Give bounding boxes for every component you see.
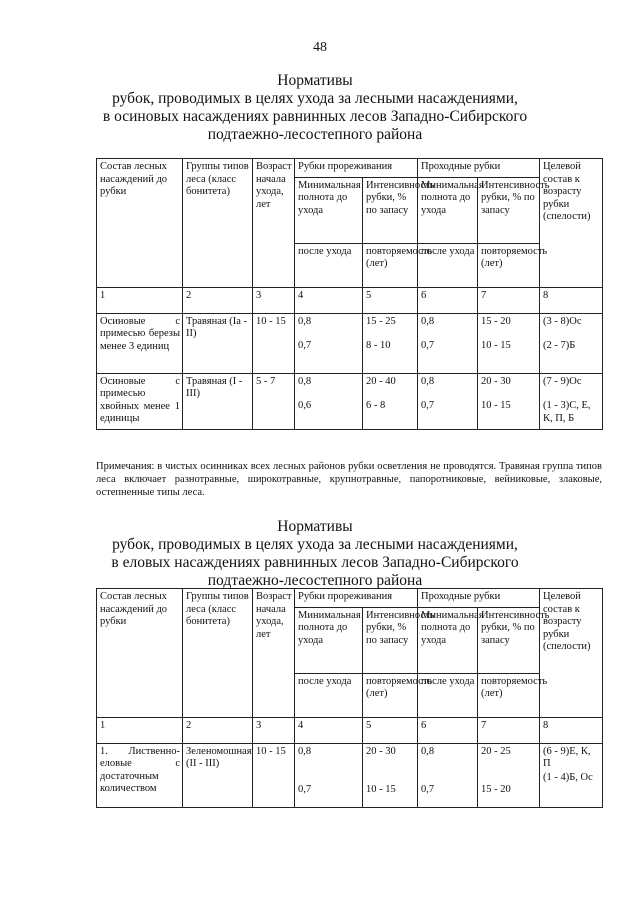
header-thinning: Рубки прореживания [295,159,418,178]
min-density-cell: 0,8 0,7 [295,743,363,807]
header-passage-cutting: Проходные рубки [418,159,540,178]
header-repeat: повторяемость (лет) [363,673,418,717]
header-passage-cutting: Проходные рубки [418,589,540,608]
composition-cell: 1. Лиственно-еловые с достаточным количеством [97,743,183,807]
column-number: 4 [295,717,363,743]
column-number: 4 [295,287,363,313]
min-density-cell: 0,8 0,7 [295,313,363,373]
column-number: 6 [418,287,478,313]
intensity-cell: 20 - 30 10 - 15 [363,743,418,807]
header-target-composition: Целевой состав к возрасту рубки (спелости) [540,159,603,288]
composition-cell: Осиновые с примесью березы менее 3 единиц [97,313,183,373]
spruce-norms-table [96,588,603,808]
start-age-cell: 10 - 15 [253,743,295,807]
header-after-care: после ухода [295,243,363,287]
title-line: подтаежно-лесостепного района [207,126,423,143]
section1-title [90,72,540,144]
title-line: в осиновых насаждениях равнинных лесов Западно-Сибирского [102,108,528,125]
header-min-density: Минимальная полнота до ухода [295,607,363,673]
target-composition-cell: (7 - 9)Ос (1 - 3)С, Е, К, П, Б [540,373,603,429]
forest-type-cell: Травяная (Iа - II) [183,313,253,373]
column-number: 3 [253,287,295,313]
header-forest-type: Группы типов леса (класс бонитета) [183,159,253,288]
header-repeat: повторяемость (лет) [478,673,540,717]
forest-type-cell: Травяная (I - III) [183,373,253,429]
intensity-cell: 20 - 25 15 - 20 [478,743,540,807]
column-number: 3 [253,717,295,743]
column-number: 7 [478,287,540,313]
column-number: 2 [183,717,253,743]
header-after-care: после ухода [418,243,478,287]
header-start-age: Возраст начала ухода, лет [253,589,295,718]
header-min-density: Минимальная полнота до ухода [418,607,478,673]
header-repeat: повторяемость (лет) [363,243,418,287]
column-number: 8 [540,287,603,313]
column-number: 5 [363,717,418,743]
title-line: рубок, проводимых в целях ухода за лесными насаждениями, [112,90,518,107]
intensity-cell: 15 - 25 8 - 10 [363,313,418,373]
header-target-composition: Целевой состав к возрасту рубки (спелости) [540,589,603,718]
table-row [97,313,603,373]
header-min-density: Минимальная полнота до ухода [295,177,363,243]
header-repeat: повторяемость (лет) [478,243,540,287]
title-line: подтаежно-лесостепного района [207,572,423,589]
column-number: 2 [183,287,253,313]
header-forest-type: Группы типов леса (класс бонитета) [183,589,253,718]
header-composition: Состав лесных насаждений до рубки [97,589,183,718]
start-age-cell: 5 - 7 [253,373,295,429]
intensity-cell: 20 - 40 6 - 8 [363,373,418,429]
table-note: Примечания: в чистых осинниках всех лесных районов рубки осветления не проводятся. Травяная группа типов леса включает разнотравные, широкотравные, крупнотравные, папоротниковые, вейниковые, злаковые, остепненные типы леса. [96,461,602,498]
min-density-cell: 0,8 0,6 [295,373,363,429]
min-density-cell: 0,8 0,7 [418,743,478,807]
title-line: Нормативы [277,518,353,535]
column-number: 1 [97,717,183,743]
composition-cell: Осиновые с примесью хвойных менее 1 единицы [97,373,183,429]
title-line: рубок, проводимых в целях ухода за лесными насаждениями, [112,536,518,553]
column-number: 7 [478,717,540,743]
target-composition-cell: (6 - 9)Е, К, П (1 - 4)Б, Ос [540,743,603,807]
column-number: 5 [363,287,418,313]
start-age-cell: 10 - 15 [253,313,295,373]
header-composition: Состав лесных насаждений до рубки [97,159,183,288]
column-number: 8 [540,717,603,743]
title-line: в еловых насаждениях равнинных лесов Западно-Сибирского [111,554,519,571]
column-number: 6 [418,717,478,743]
table-row [97,373,603,429]
header-intensity: Интенсивность рубки, % по запасу [478,177,540,243]
column-number: 1 [97,287,183,313]
aspen-norms-table [96,158,603,430]
intensity-cell: 20 - 30 10 - 15 [478,373,540,429]
page-number: 48 [313,40,327,55]
header-min-density: Минимальная полнота до ухода [418,177,478,243]
header-after-care: после ухода [295,673,363,717]
header-intensity: Интенсивность рубки, % по запасу [478,607,540,673]
header-thinning: Рубки прореживания [295,589,418,608]
header-intensity: Интенсивность рубки, % по запасу [363,607,418,673]
section2-title [90,518,540,590]
table-row [97,743,603,807]
intensity-cell: 15 - 20 10 - 15 [478,313,540,373]
title-line: Нормативы [277,72,353,89]
forest-type-cell: Зеленомошная (II - III) [183,743,253,807]
min-density-cell: 0,8 0,7 [418,373,478,429]
header-intensity: Интенсивность рубки, % по запасу [363,177,418,243]
header-start-age: Возраст начала ухода, лет [253,159,295,288]
header-after-care: после ухода [418,673,478,717]
target-composition-cell: (3 - 8)Ос (2 - 7)Б [540,313,603,373]
min-density-cell: 0,8 0,7 [418,313,478,373]
